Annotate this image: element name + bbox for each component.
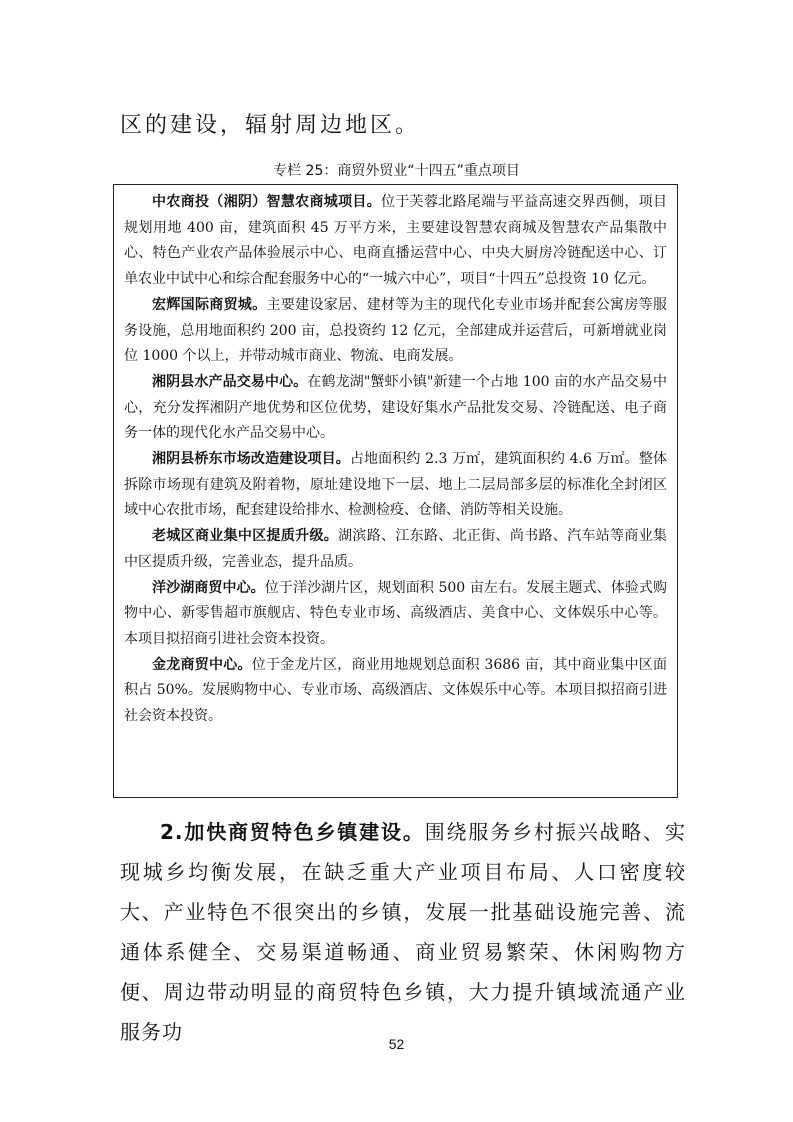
project-item [124, 370, 667, 447]
project-name: 湘阴县桥东市场改造建设项目。 [152, 451, 350, 468]
project-name: 湘阴县水产品交易中心。 [152, 373, 308, 390]
project-description: 湖滨路、江东路、北正街、尚书路、汽车站等商业集中区提质升级，完善业态，提升品质。 [124, 528, 668, 570]
project-name: 洋沙湖商贸中心。 [152, 579, 265, 596]
project-item [124, 447, 667, 524]
project-item [124, 576, 667, 653]
project-item [124, 190, 667, 293]
key-projects-box [113, 184, 678, 798]
section-heading: 2.加快商贸特色乡镇建设。 [160, 820, 425, 844]
project-description: 位于芙蓉北路尾端与平益高速交界西侧，项目规划用地 400 亩，建筑面积 45 万平方米，主要建设智慧农商城及智慧农产品集散中心、特色产业农产品体验展示中心、电商直播运营中心、中央大厨房冷链配送中心、订单农业中试中心和综合配套服务中心的“一城六中心”，项目“十四五”总投资 10 亿元。 [124, 194, 668, 288]
project-item [124, 293, 667, 370]
section-commerce-towns [120, 812, 686, 1052]
project-description: 位于洋沙湖片区，规划面积 500 亩左右。发展主题式、体验式购物中心、新零售超市旗舰店、特色专业市场、高级酒店、美食中心、文体娱乐中心等。本项目拟招商引进社会资本投资。 [124, 579, 668, 647]
project-description: 主要建设家居、建材等为主的现代化专业市场并配套公寓房等服务设施，总用地面积约 200 亩，总投资约 12 亿元，全部建成并运营后，可新增就业岗位 1000 个以上，并带动城市商业、物流、电商发展。 [124, 296, 667, 365]
project-name: 金龙商贸中心。 [152, 656, 252, 673]
project-name: 宏辉国际商贸城。 [152, 296, 267, 313]
section-body: 围绕服务乡村振兴战略、实现城乡均衡发展，在缺乏重大产业项目布局、人口密度较大、产业特色不很突出的乡镇，发展一批基础设施完善、流通体系健全、交易渠道畅通、商业贸易繁荣、休闲购物方便、周边带动明显的商贸特色乡镇，大力提升镇域流通产业服务功 [120, 820, 687, 1044]
section-paragraph [120, 812, 686, 1052]
project-item [124, 524, 667, 575]
page-number: 52 [388, 1036, 405, 1052]
project-item [124, 653, 667, 730]
intro-text: 区的建设，辐射周边地区。 [120, 113, 421, 138]
box-caption: 专栏 25：商贸外贸业“十四五”重点项目 [273, 163, 520, 179]
project-name: 老城区商业集中区提质升级。 [152, 528, 339, 545]
project-description: 占地面积约 2.3 万㎡，建筑面积约 4.6 万㎡。整体拆除市场现有建筑及附着物，原址建设地下一层、地上二层局部多层的标准化全封闭区域中心农批市场，配套建设给排水、检测检疫、仓储、消防等相关设施。 [124, 451, 667, 519]
project-description: 位于金龙片区，商业用地规划总面积 3686 亩，其中商业集中区面积占 50%。发展购物中心、专业市场、高级酒店、文体娱乐中心等。本项目拟招商引进社会资本投资。 [124, 656, 668, 725]
project-name: 中农商投（湘阴）智慧农商城项目。 [152, 194, 382, 210]
project-description: 在鹤龙湖"蟹虾小镇"新建一个占地 100 亩的水产品交易中心，充分发挥湘阴产地优势和区位优势，建设好集水产品批发交易、冷链配送、电子商务一体的现代化水产品交易中心。 [124, 373, 667, 442]
